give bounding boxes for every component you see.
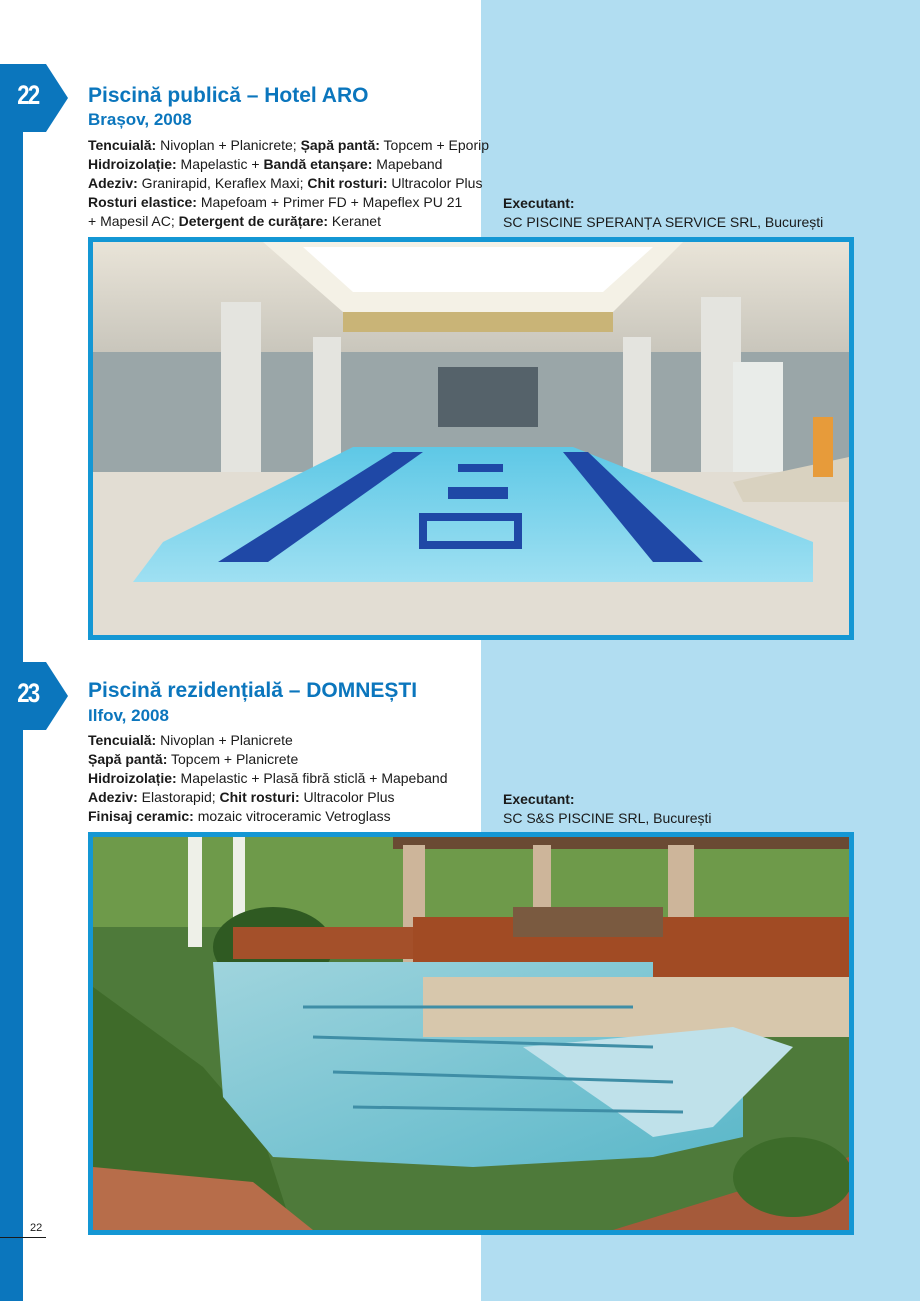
- executant-block: [503, 194, 823, 232]
- spec-line: [88, 750, 447, 769]
- spec-line: [88, 769, 447, 788]
- project-title: Piscină rezidențială – DOMNEȘTI: [88, 679, 418, 702]
- spec-line: [88, 174, 489, 193]
- spec-value: Nivoplan + Planicrete;: [156, 137, 301, 153]
- spec-line: [88, 212, 489, 231]
- project-number: 22: [17, 80, 39, 110]
- spec-label: Hidroizolație:: [88, 156, 177, 172]
- project-number-badge-23: [0, 662, 68, 730]
- spec-value: + Mapesil AC;: [88, 213, 179, 229]
- executant-name: SC PISCINE SPERANȚA SERVICE SRL, București: [503, 214, 824, 230]
- project-location: Ilfov, 2008: [88, 706, 169, 725]
- project-number: 23: [17, 678, 39, 708]
- spec-label: Adeziv:: [88, 789, 138, 805]
- spec-label: Bandă etanșare:: [263, 156, 373, 172]
- spec-value: Mapeband: [372, 156, 443, 172]
- spec-label: Chit rosturi:: [219, 789, 300, 805]
- spec-label: Finisaj ceramic:: [88, 808, 194, 824]
- spec-value: Ultracolor Plus: [299, 789, 395, 805]
- project-location: Brașov, 2008: [88, 110, 192, 129]
- spec-value: Topcem + Planicrete: [167, 751, 299, 767]
- spec-value: Keranet: [328, 213, 381, 229]
- spec-value: Mapelastic + Plasă fibră sticlă + Mapeband: [176, 770, 448, 786]
- spec-label: Șapă pantă:: [300, 137, 380, 153]
- spec-value: Granirapid, Keraflex Maxi;: [137, 175, 308, 191]
- spec-label: Rosturi elastice:: [88, 194, 197, 210]
- photo-residential-pool-domnesti: [88, 832, 854, 1235]
- spec-label: Hidroizolație:: [88, 770, 177, 786]
- project-number-badge-22: [0, 64, 68, 132]
- materials-spec-list: [88, 136, 489, 231]
- spec-line: [88, 807, 447, 826]
- materials-spec-list: [88, 731, 447, 826]
- spec-label: Tencuială:: [88, 137, 157, 153]
- executant-block: [503, 790, 712, 828]
- executant-label: Executant:: [503, 791, 575, 807]
- page-number: 22: [30, 1222, 43, 1234]
- spec-value: Topcem + Eporip: [379, 137, 490, 153]
- spec-label: Detergent de curățare:: [178, 213, 329, 229]
- spec-label: Tencuială:: [88, 732, 157, 748]
- spec-line: [88, 136, 489, 155]
- spec-value: Nivoplan + Planicrete: [156, 732, 293, 748]
- page-footer-rule: [0, 1237, 46, 1238]
- executant-label: Executant:: [503, 195, 575, 211]
- spec-label: Șapă pantă:: [88, 751, 168, 767]
- photo-indoor-pool-hotel-aro: [88, 237, 854, 640]
- spec-line: [88, 155, 489, 174]
- spec-line: [88, 731, 447, 750]
- spec-label: Chit rosturi:: [307, 175, 388, 191]
- spec-value: Mapefoam + Primer FD + Mapeflex PU 21: [196, 194, 463, 210]
- spec-value: Elastorapid;: [137, 789, 220, 805]
- spec-value: mozaic vitroceramic Vetroglass: [193, 808, 391, 824]
- spec-line: [88, 193, 489, 212]
- spec-value: Mapelastic +: [176, 156, 264, 172]
- spec-label: Adeziv:: [88, 175, 138, 191]
- spec-value: Ultracolor Plus: [387, 175, 483, 191]
- spec-line: [88, 788, 447, 807]
- executant-name: SC S&S PISCINE SRL, București: [503, 810, 712, 826]
- project-title: Piscină publică – Hotel ARO: [88, 84, 369, 107]
